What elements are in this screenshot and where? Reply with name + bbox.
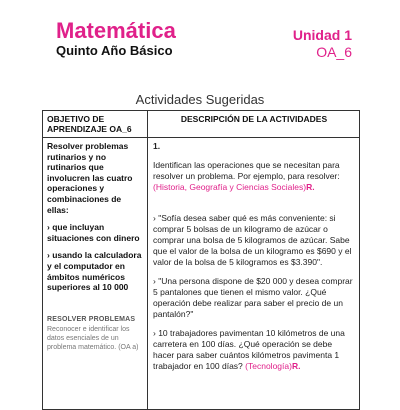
- activity-item-workers: [153, 328, 355, 372]
- activity-item-pants: › "Una persona dispone de $20 000 y desea comprar 5 pantalones que tienen el mismo valor. ¿Qué operación debe realizar para saber el precio de un pantalón?": [153, 276, 353, 319]
- skill-text: Reconocer e identificar los datos esenciales de un problema matemático. (OA a): [47, 326, 139, 352]
- objective-cell: [47, 141, 145, 352]
- activity-intro-reference-suffix: R.: [306, 182, 315, 192]
- objective-bullet-money: › que incluyan situaciones con dinero: [47, 222, 140, 243]
- grade-subtitle: Quinto Año Básico: [56, 43, 173, 58]
- activity-intro-reference: (Historia, Geografía y Ciencias Sociales): [153, 182, 307, 192]
- unit-label: Unidad 1: [292, 27, 352, 43]
- oa-label: OA_6: [316, 44, 352, 60]
- objective-column-header: OBJETIVO DE APRENDIZAJE OA_6: [47, 114, 132, 134]
- objective-main: Resolver problemas rutinarios y no rutinarios que involucren las cuatro operaciones y combinaciones de ellas:: [47, 141, 133, 215]
- activity-item-workers-reference: (Tecnología): [245, 361, 292, 371]
- description-column-header: DESCRIPCIÓN DE LA ACTIVIDADES: [180, 114, 328, 124]
- activity-item-sugar: › "Sofía desea saber qué es más conveniente: si comprar 5 bolsas de un kilogramo de azúcar o comprar una bolsa de 5 kilogramos de azúcar. Sabe que el valor de la bolsa de un kilogramo es $690 y el valor de la bolsa de 5 kilogramos es $3.390".: [153, 213, 352, 267]
- activity-item-workers-reference-suffix: R.: [291, 361, 301, 371]
- objective-bullet-calculator: › usando la calculadora y el computador en ámbitos numéricos superiores al 10 000: [47, 250, 142, 293]
- description-cell: [153, 141, 355, 372]
- activity-intro-text: Identifican las operaciones que se necesitan para resolver un problema. Por ejemplo, para resolver:: [153, 160, 340, 181]
- section-title: Actividades Sugeridas: [135, 92, 265, 107]
- activity-item-workers-text: › 10 trabajadores pavimentan 10 kilómetros de una carretera en 100 días. ¿Qué operación se debe hacer para saber cuántos kilómetros pavimenta 1 trabajador en 100 días?: [153, 328, 345, 371]
- column-divider: [147, 111, 148, 409]
- activities-table: [42, 110, 360, 410]
- activity-number: 1.: [153, 141, 161, 151]
- activity-intro: [153, 160, 355, 193]
- skill-title: RESOLVER PROBLEMAS: [47, 315, 136, 323]
- header-divider: [43, 137, 359, 138]
- page-title: Matemática: [56, 18, 176, 43]
